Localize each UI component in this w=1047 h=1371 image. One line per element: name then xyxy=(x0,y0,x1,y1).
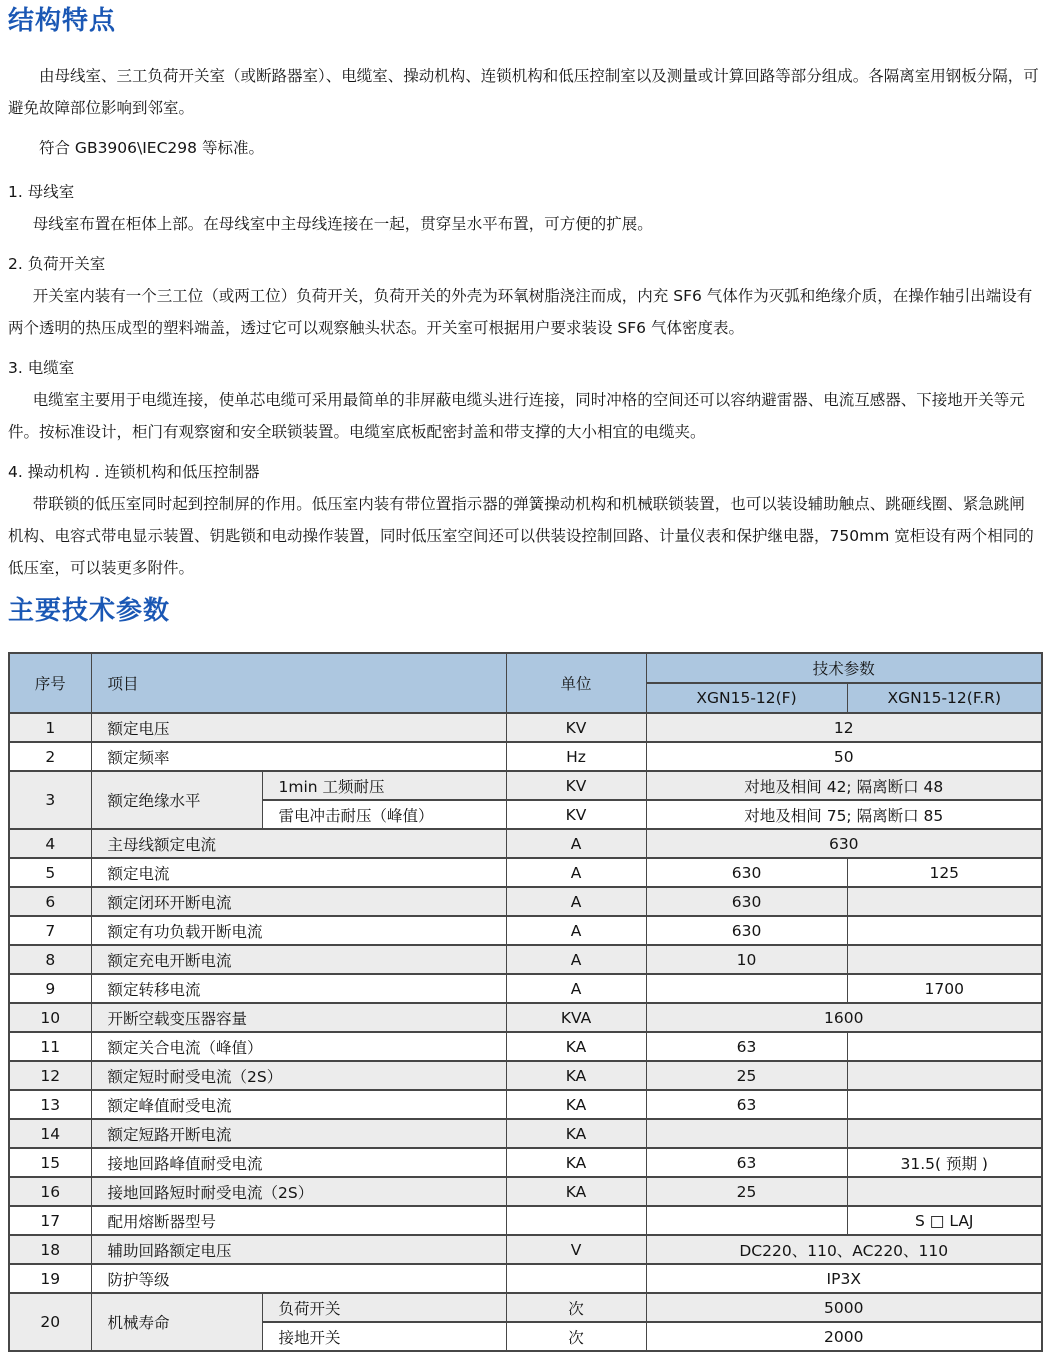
table-cell: A xyxy=(506,887,646,916)
table-cell: 主母线额定电流 xyxy=(91,829,506,858)
table-cell: 配用熔断器型号 xyxy=(91,1206,506,1235)
feature-text: 电缆室主要用于电缆连接，使单芯电缆可采用最简单的非屏蔽电缆头进行连接，同时冲格的空间还可以容纳避雷器、电流互感器、下接地开关等元件。按标准设计，柜门有观察窗和安全联锁装置。电缆室底板配密封盖和带支撑的大小相宜的电缆夹。 xyxy=(8,391,1025,441)
table-cell: 3 xyxy=(9,771,91,829)
table-cell: 5 xyxy=(9,858,91,887)
tech-table-body xyxy=(9,713,1042,1351)
table-cell: 15 xyxy=(9,1148,91,1177)
table-cell: A xyxy=(506,945,646,974)
table-cell: 18 xyxy=(9,1235,91,1264)
table-cell: KA xyxy=(506,1032,646,1061)
table-cell: 额定电流 xyxy=(91,858,506,887)
table-cell: KA xyxy=(506,1119,646,1148)
intro-paragraph: 由母线室、三工负荷开关室（或断路器室）、电缆室、操动机构、连锁机构和低压控制室以及测量或计算回路等部分组成。各隔离室用钢板分隔，可避免故障部位影响到邻室。 xyxy=(8,67,1039,117)
table-cell: 7 xyxy=(9,916,91,945)
table-cell xyxy=(506,1264,646,1293)
standards-paragraph: 符合 GB3906\IEC298 等标准。 xyxy=(39,139,264,157)
header-unit: 单位 xyxy=(506,653,646,713)
table-cell: Hz xyxy=(506,742,646,771)
table-cell xyxy=(847,945,1042,974)
table-cell: IP3X xyxy=(646,1264,1042,1293)
table-cell xyxy=(646,974,847,1003)
table-row xyxy=(9,1148,1042,1177)
table-row xyxy=(9,1090,1042,1119)
table-cell xyxy=(847,1177,1042,1206)
table-cell: KA xyxy=(506,1177,646,1206)
table-row xyxy=(9,771,1042,800)
header-tech-params: 技术参数 xyxy=(646,653,1042,683)
table-cell: 63 xyxy=(646,1148,847,1177)
table-cell: 开断空载变压器容量 xyxy=(91,1003,506,1032)
table-cell: KVA xyxy=(506,1003,646,1032)
table-cell: 50 xyxy=(646,742,1042,771)
table-cell: 5000 xyxy=(646,1293,1042,1322)
table-cell: 17 xyxy=(9,1206,91,1235)
table-row xyxy=(9,829,1042,858)
section-heading-parameters: 主要技术参数 xyxy=(8,596,171,626)
table-row xyxy=(9,945,1042,974)
table-cell: A xyxy=(506,974,646,1003)
table-cell: KV xyxy=(506,800,646,829)
table-row xyxy=(9,1003,1042,1032)
section-heading-structure: 结构特点 xyxy=(8,6,117,36)
table-cell: 1700 xyxy=(847,974,1042,1003)
table-cell: 负荷开关 xyxy=(262,1293,506,1322)
table-cell: 6 xyxy=(9,887,91,916)
feature-item-cable xyxy=(8,352,1039,448)
table-cell: S □ LAJ xyxy=(847,1206,1042,1235)
table-cell: KV xyxy=(506,713,646,742)
table-cell: 对地及相间 75; 隔离断口 85 xyxy=(646,800,1042,829)
feature-label: 4. 操动机构 . 连锁机构和低压控制器 xyxy=(8,463,260,481)
table-cell: 25 xyxy=(646,1177,847,1206)
table-row xyxy=(9,1119,1042,1148)
table-row xyxy=(9,887,1042,916)
table-cell: 630 xyxy=(646,887,847,916)
feature-item-busbar xyxy=(8,176,1039,240)
table-cell: 31.5( 预期 ) xyxy=(847,1148,1042,1177)
table-cell: KV xyxy=(506,771,646,800)
table-cell: 13 xyxy=(9,1090,91,1119)
table-cell: 防护等级 xyxy=(91,1264,506,1293)
table-cell: 接地开关 xyxy=(262,1322,506,1351)
table-cell: V xyxy=(506,1235,646,1264)
table-cell: 14 xyxy=(9,1119,91,1148)
table-cell: 2000 xyxy=(646,1322,1042,1351)
table-cell: 9 xyxy=(9,974,91,1003)
table-cell: 额定电压 xyxy=(91,713,506,742)
table-cell: 19 xyxy=(9,1264,91,1293)
header-model-fr: XGN15-12(F.R) xyxy=(847,683,1042,713)
table-cell: 4 xyxy=(9,829,91,858)
header-model-f: XGN15-12(F) xyxy=(646,683,847,713)
table-cell: 8 xyxy=(9,945,91,974)
table-cell: 额定短路开断电流 xyxy=(91,1119,506,1148)
table-cell: 20 xyxy=(9,1293,91,1351)
feature-text: 母线室布置在柜体上部。在母线室中主母线连接在一起，贯穿呈水平布置，可方便的扩展。 xyxy=(32,215,653,233)
feature-text: 开关室内装有一个三工位（或两工位）负荷开关，负荷开关的外壳为环氧树脂浇注而成，内充 SF6 气体作为灭弧和绝缘介质，在操作轴引出端设有两个透明的热压成型的塑料端盖，透过它可以观察触头状态。开关室可根据用户要求装设 SF6 气体密度表。 xyxy=(8,287,1033,337)
feature-item-switch xyxy=(8,248,1039,344)
table-cell: A xyxy=(506,916,646,945)
table-cell: 额定绝缘水平 xyxy=(91,771,262,829)
table-row xyxy=(9,1177,1042,1206)
table-cell: 125 xyxy=(847,858,1042,887)
table-row xyxy=(9,1032,1042,1061)
table-cell: 630 xyxy=(646,858,847,887)
table-cell: 雷电冲击耐压（峰值） xyxy=(262,800,506,829)
table-cell: 额定峰值耐受电流 xyxy=(91,1090,506,1119)
table-cell xyxy=(847,916,1042,945)
feature-item-mechanism xyxy=(8,456,1039,584)
table-row xyxy=(9,1293,1042,1322)
table-cell xyxy=(646,1119,847,1148)
table-cell: 11 xyxy=(9,1032,91,1061)
table-cell xyxy=(847,1119,1042,1148)
table-cell: 辅助回路额定电压 xyxy=(91,1235,506,1264)
table-row xyxy=(9,1061,1042,1090)
table-cell: 630 xyxy=(646,829,1042,858)
table-cell: DC220、110、AC220、110 xyxy=(646,1235,1042,1264)
table-cell: 12 xyxy=(9,1061,91,1090)
table-cell: 额定短时耐受电流（2S） xyxy=(91,1061,506,1090)
table-cell: 次 xyxy=(506,1293,646,1322)
table-row xyxy=(9,916,1042,945)
header-item: 项目 xyxy=(91,653,506,713)
table-cell: 额定频率 xyxy=(91,742,506,771)
table-cell: KA xyxy=(506,1148,646,1177)
table-cell: 1min 工频耐压 xyxy=(262,771,506,800)
table-cell xyxy=(506,1206,646,1235)
table-row xyxy=(9,974,1042,1003)
table-cell: KA xyxy=(506,1090,646,1119)
table-row xyxy=(9,1264,1042,1293)
table-cell: 63 xyxy=(646,1090,847,1119)
table-cell: 接地回路短时耐受电流（2S） xyxy=(91,1177,506,1206)
table-cell: 630 xyxy=(646,916,847,945)
table-cell: 16 xyxy=(9,1177,91,1206)
table-cell: 额定关合电流（峰值） xyxy=(91,1032,506,1061)
table-header xyxy=(9,653,1042,713)
table-cell xyxy=(646,1206,847,1235)
table-cell: A xyxy=(506,829,646,858)
table-cell: 10 xyxy=(9,1003,91,1032)
table-cell xyxy=(847,1061,1042,1090)
table-cell: 额定有功负载开断电流 xyxy=(91,916,506,945)
table-cell xyxy=(847,1090,1042,1119)
table-cell: 额定闭环开断电流 xyxy=(91,887,506,916)
table-row xyxy=(9,1206,1042,1235)
feature-text: 带联锁的低压室同时起到控制屏的作用。低压室内装有带位置指示器的弹簧操动机构和机械联锁装置，也可以装设辅助触点、跳砸线圈、紧急跳闸机构、电容式带电显示装置、钥匙锁和电动操作装置，同时低压室空间还可以供装设控制回路、计量仪表和保护继电器，750mm 宽柜设有两个相同的低压室，可以装更多附件。 xyxy=(8,495,1034,577)
table-cell: 12 xyxy=(646,713,1042,742)
table-cell: 25 xyxy=(646,1061,847,1090)
table-cell: 额定充电开断电流 xyxy=(91,945,506,974)
feature-label: 2. 负荷开关室 xyxy=(8,255,106,273)
table-row xyxy=(9,742,1042,771)
table-cell: 1 xyxy=(9,713,91,742)
table-row xyxy=(9,713,1042,742)
table-cell: 2 xyxy=(9,742,91,771)
table-cell: 额定转移电流 xyxy=(91,974,506,1003)
table-cell: 63 xyxy=(646,1032,847,1061)
table-cell: 次 xyxy=(506,1322,646,1351)
table-cell: 机械寿命 xyxy=(91,1293,262,1351)
table-cell: 10 xyxy=(646,945,847,974)
table-cell: 接地回路峰值耐受电流 xyxy=(91,1148,506,1177)
table-cell: 1600 xyxy=(646,1003,1042,1032)
table-row xyxy=(9,1235,1042,1264)
table-cell: A xyxy=(506,858,646,887)
feature-label: 1. 母线室 xyxy=(8,183,75,201)
table-cell xyxy=(847,887,1042,916)
table-cell: KA xyxy=(506,1061,646,1090)
table-cell xyxy=(847,1032,1042,1061)
table-cell: 对地及相间 42; 隔离断口 48 xyxy=(646,771,1042,800)
header-seq: 序号 xyxy=(9,653,91,713)
feature-label: 3. 电缆室 xyxy=(8,359,75,377)
table-row xyxy=(9,858,1042,887)
tech-parameters-table xyxy=(8,652,1043,1352)
